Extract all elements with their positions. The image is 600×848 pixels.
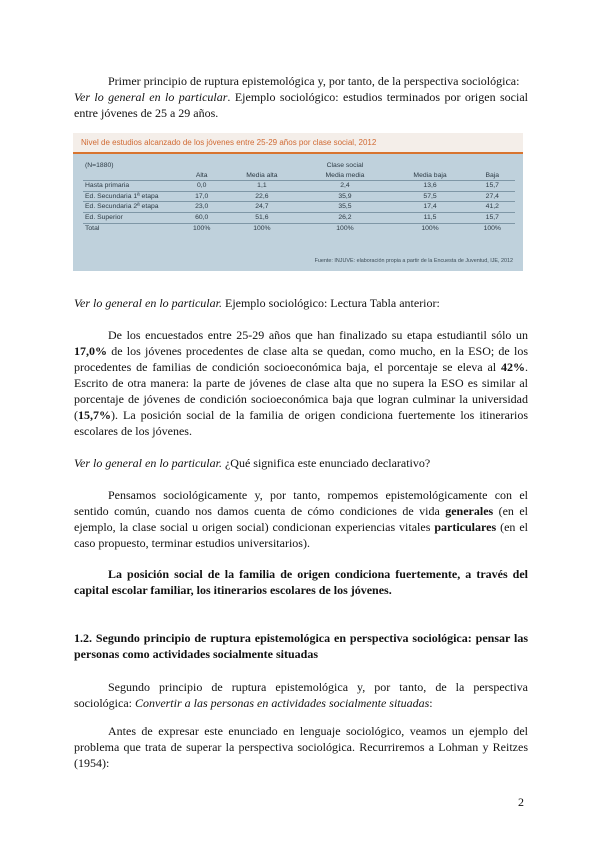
example-intro-paragraph: Antes de expresar este enunciado en lenguaje sociológico, veamos un ejemplo del problema que trata de superar la perspectiva sociológica. Recurriremos a Lohman y Reitzes (1954): [74, 724, 528, 770]
question-paragraph [74, 455, 528, 471]
text-run: : [429, 696, 433, 710]
table-cell: 35,9 [299, 191, 390, 202]
row-label: Ed. Secundaria 1ª etapa [83, 191, 179, 202]
bold-figure: 42% [501, 360, 525, 374]
table-total-row [83, 223, 515, 233]
second-principle-paragraph [74, 679, 528, 711]
table-cell: 41,2 [470, 202, 515, 213]
column-header: Alta [179, 171, 224, 181]
table-cell: 24,7 [224, 202, 299, 213]
table-group-header: Clase social [326, 162, 364, 169]
table-reading-paragraph [74, 327, 528, 439]
text-run: ). La posición social de la familia de origen condiciona fuertemente los itinerarios escolares de los jóvenes. [74, 408, 528, 438]
intro-rest: . Ejemplo sociológico: estudios terminados por origen social entre jóvenes de 25 a 29 años. [74, 90, 528, 120]
bold-figure: 15,7% [78, 408, 111, 422]
table-cell: 17,4 [391, 202, 470, 213]
table-cell: 17,0 [179, 191, 224, 202]
intro-paragraph [74, 73, 528, 121]
italic-phrase: Convertir a las personas en actividades socialmente situadas [134, 696, 430, 710]
row-label: Ed. Superior [83, 212, 179, 223]
column-header: Media alta [224, 171, 299, 181]
table-cell: 35,5 [299, 202, 390, 213]
explanation-paragraph [74, 487, 528, 551]
table-cell: 22,6 [224, 191, 299, 202]
text-run: de los jóvenes procedentes de clase alta se quedan, como mucho, en la ESO; de los procedentes de familias de condición socioeconómica baja, el porcentaje se eleva al [74, 344, 528, 374]
bold-term: particulares [434, 520, 497, 534]
table-cell: 26,2 [299, 212, 390, 223]
table-cell: 60,0 [179, 212, 224, 223]
table-cell: 23,0 [179, 202, 224, 213]
text-run: . Escrito de otra manera: la parte de jóvenes de clase alta que no supera la ESO es similar al porcentaje de jóvenes de condición socioeconómica baja que logran culminar la universidad ( [74, 360, 528, 422]
table-row [83, 212, 515, 223]
table-row [83, 181, 515, 192]
table-source: Fuente: INJUVE: elaboración propia a partir de la Encuesta de Juventud, IJE, 2012 [314, 258, 513, 264]
table-header-row-1 [83, 161, 515, 171]
table-cell: 100% [193, 224, 211, 232]
intro-italic: Ver lo general en lo particular [74, 90, 228, 104]
table-row [83, 191, 515, 202]
row-label: Hasta primaria [83, 181, 179, 192]
row-label: Ed. Secundaria 2ª etapa [83, 202, 179, 213]
page-number: 2 [518, 795, 524, 809]
table-row [83, 202, 515, 213]
bold-figure: 17,0% [74, 344, 107, 358]
table-cell: 100% [253, 224, 271, 232]
text-run: De los encuestados entre 25-29 años que han finalizado su etapa estudiantil sólo un [108, 328, 528, 342]
text-run: (en el caso propuesto, terminar estudios universitarios). [74, 520, 529, 550]
section-heading: 1.2. Segundo principio de ruptura epistemológica en perspectiva sociológica: pensar las personas como actividades socialmente situadas [74, 631, 528, 661]
table-cell: 57,5 [391, 191, 470, 202]
text-run: Segundo principio de ruptura epistemológica y, por tanto, de la perspectiva sociológica: [74, 680, 528, 710]
table-cell: 100% [336, 224, 354, 232]
column-header: Baja [470, 171, 515, 181]
caption-rest: Ejemplo sociológico: Lectura Tabla anterior: [221, 296, 440, 310]
table-cell: 0,0 [179, 181, 224, 192]
column-header: Media baja [391, 171, 470, 181]
bold-term: generales [445, 504, 494, 518]
table-header-row-2 [83, 171, 515, 181]
text-run: (en el ejemplo, la clase social u origen social) condicionan experiencias vitales [74, 504, 529, 534]
table-title: Nivel de estudios alcanzado de los jóvenes entre 25-29 años por clase social, 2012 [73, 133, 523, 152]
table-cell: 11,5 [391, 212, 470, 223]
question-rest: ¿Qué significa este enunciado declarativo? [221, 456, 431, 470]
table-cell: 100% [483, 224, 501, 232]
table-title-rule [73, 152, 523, 154]
text-run: Pensamos sociológicamente y, por tanto, rompemos epistemológicamente con el sentido común, cuando nos damos cuenta de cómo condiciones de vida [74, 488, 528, 518]
row-label: Total [85, 224, 100, 232]
table-cell: 13,6 [391, 181, 470, 192]
table-cell: 100% [421, 224, 439, 232]
intro-line: Primer principio de ruptura epistemológica y, por tanto, de la perspectiva sociológica: [108, 74, 520, 88]
table-figure [73, 133, 523, 271]
table-cell: 15,7 [470, 181, 515, 192]
table-cell: 1,1 [224, 181, 299, 192]
table-cell: 15,7 [470, 212, 515, 223]
table-cell: 2,4 [299, 181, 390, 192]
column-header: Media media [299, 171, 390, 181]
caption-italic: Ver lo general en lo particular. [74, 296, 222, 310]
reading-caption [74, 295, 528, 311]
question-italic: Ver lo general en lo particular. [74, 456, 222, 470]
table-n-label: (N=1880) [85, 162, 114, 169]
conclusion-paragraph: La posición social de la familia de origen condiciona fuertemente, a través del capital escolar familiar, los itinerarios escolares de los jóvenes. [74, 567, 528, 597]
table-cell: 27,4 [470, 191, 515, 202]
table-cell: 51,6 [224, 212, 299, 223]
education-table [83, 161, 515, 233]
